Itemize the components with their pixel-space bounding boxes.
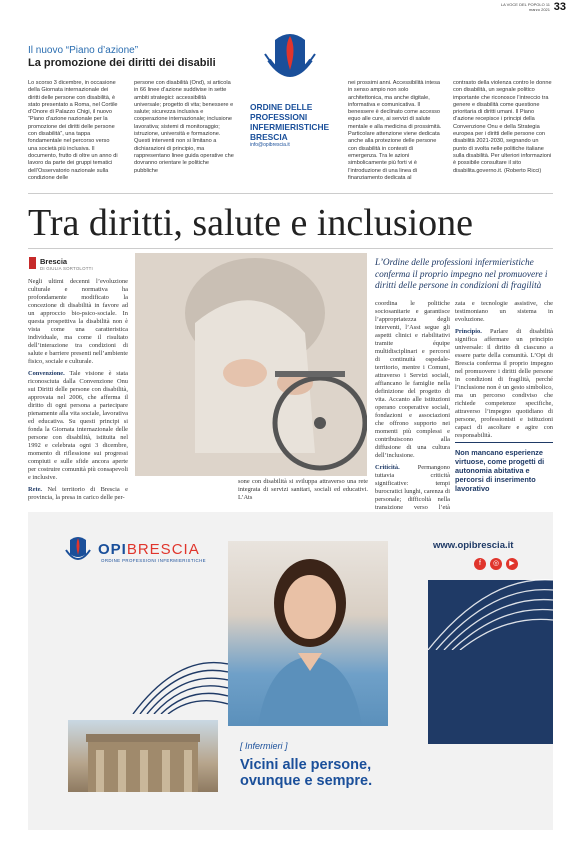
wheelchair-illustration [135, 253, 367, 476]
ad-brand [98, 541, 200, 558]
instagram-icon[interactable]: ◎ [490, 558, 502, 570]
article-byline: DI GIULIA SORTOLOTTI [40, 266, 93, 271]
article-callout: Non mancano esperienze virtuose, come progetti di autonomia abitativa e percorsi di inserimento lavorativo [455, 448, 545, 493]
opi-logo-icon [255, 30, 325, 90]
ad-nurse-photo [228, 541, 388, 726]
ad-tagline-line1: Vicini alle persone, [240, 757, 372, 773]
paragraph: Tale visione è stata riconosciuta dalla Convenzione Onu sui Diritti delle persone con disabilità, approvata nel 2006, che afferma il diritto di ogni persona a partecipare pienamente alla vita sociale, lavorativa ed educativa. Su questi principi si fonda la Giornata internazionale delle persone con disabilità, istituita nel 1992 e celebrata ogni 3 dicembre, momento di riflessione sui progressi compiuti e sulle sfide ancora aperte per costruire comunità più consapevoli e inclusive. [28, 370, 128, 481]
intro-column-1: Lo scorso 3 dicembre, in occasione della Giornata internazionale dei diritti delle persone con disabilità, è stato presentato a Roma, nel Cortile d’Onore di Palazzo Chigi, il nuovo “Piano d’azione nazionale per la promozione dei diritti delle persone con disabilità”, una tappa fondamentale nel percorso verso una società più inclusiva. Il documento, frutto di oltre un anno di lavoro da parte dei gruppi tematici dell’Osservatorio nazionale sulla condizione delle [28, 80, 118, 181]
paragraph: Negli ultimi decenni l’evoluzione culturale e normativa ha profondamente modificato la concezione di disabilità in favore ad un approccio bio-psico-sociale. In questa prospettiva la disabilità non è vista come una caratteristica individuale, ma come il risultato dell’interazione tra condizioni di salute e barriere presenti nell’ambiente fisico, sociale e culturale. [28, 278, 128, 365]
ruins-illustration [68, 720, 218, 792]
paragraph: Permangono tuttavia criticità significative: tempi burocratici lunghi, carenza di personale; difficoltà nella transizione verso l’età [375, 464, 450, 511]
decorative-arcs-right [428, 575, 553, 650]
page-number: 33 [553, 1, 566, 13]
org-name: ORDINE DELLE PROFESSIONI INFERMIERISTICHE BRESCIA [250, 102, 330, 142]
divider [28, 248, 553, 249]
paragraph: coordina le politiche sociosanitarie e garantisce l’appropriatezza degli interventi, l’Asst segue gli aspetti clinici e riabilitativi tramite équipe multidisciplinari e percorsi di continuità ospedale-territorio, mentre i Comuni, attraverso i Servizi sociali, affiancano le famiglie nella definizione del progetto di vita. Accanto alle istituzioni operano cooperative sociali, fondazioni e associazioni che offrono supporto nei momenti più complessi e contribuiscono alla diffusione di una cultura dell’inclusione. [375, 300, 450, 459]
paragraph-lead: Convenzione. [28, 370, 65, 377]
ad-tag-small: [ Infermieri ] [240, 741, 288, 751]
ad-tagline [240, 757, 372, 789]
ad-tagline-line2: ovunque e sempre. [240, 773, 373, 789]
divider [455, 442, 553, 443]
facebook-icon[interactable]: f [474, 558, 486, 570]
paragraph: Parlare di disabilità significa affermare un principio universale: il diritto di ciascuno a essere parte della comunità. L’Opi di Brescia conferma il proprio impegno nel promuovere i diritti delle persone in condizioni di fragilità, perché l’inclusione non è un gesto simbolico, ma un percorso condiviso che richiede competenze specifiche, attraverso l’impegno quotidiano di persone, professionisti e istituzioni capaci di ascoltare e agire con responsabilità. [455, 328, 553, 439]
article-photo-wheelchair [135, 253, 367, 476]
ad-brand-subtitle: ORDINE PROFESSIONI INFERMIERISTICHE [101, 558, 206, 563]
decorative-arcs [128, 654, 228, 714]
nurse-illustration [228, 541, 388, 726]
intro-kicker: Il nuovo “Piano d’azione” [28, 45, 139, 56]
intro-column-3: nei prossimi anni. Accessibilità intesa in senso ampio non solo architettonica, ma anche digitale, informativa e comunicativa. Il benessere è declinato come accesso equo alle cure, ai servizi di salute mentale e alla medicina di prossimità. Particolare attenzione viene dedicata anche alla protezione delle persone con disabilità in contesti di emergenza. Tra le azioni simbolicamente più forti vi è l’introduzione di una linea di finanziamento dedicata al [348, 80, 442, 181]
org-email[interactable]: info@opibrescia.it [250, 142, 290, 148]
divider [28, 193, 553, 194]
intro-column-4: contrasto della violenza contro le donne con disabilità, un segnale politico importante che riconosce l’intreccio tra genere e disabilità come questione prioritaria di diritti umani. Il Piano d’azione recepisce i principi della Convenzione Onu e della Strategia europea per i diritti delle persone con disabilità 2021-2030, segnando un punto di svolta nelle politiche italiane sulla disabilità. Per ulteriori informazioni è possibile consultare il sito disabilita.governo.it. (Roberto Ricci) [453, 80, 552, 174]
intro-column-2: persone con disabilità (Ond), si articola in 66 linee d’azione suddivise in sette ambiti strategici: accessibilità universale; progetto di vita; benessere e salute; sicurezza inclusiva e cooperazione internazionale; inclusione lavorativa; sistemi di monitoraggio; istruzione, università e formazione. Questi interventi non si limitano a dichiarazioni di principio, ma rappresentano linee guida operative che dovranno orientare le politiche pubbliche [134, 80, 234, 174]
article-headline: Tra diritti, salute e inclusione [28, 202, 474, 244]
paragraph-lead: Principio. [455, 328, 482, 335]
article-column-c [455, 300, 553, 440]
intro-subhead: La promozione dei diritti dei disabili [28, 57, 216, 69]
newspaper-source: LA VOCE DEL POPOLO 11 marzo 2021 [500, 2, 550, 12]
ad-brand-city: BRESCIA [126, 541, 200, 558]
photo-caption-continuation: sone con disabilità si sviluppa attraverso una rete integrata di servizi sanitari, sociali ed educativi. L’Ats [238, 478, 368, 501]
ad-brand-opi: OPI [98, 541, 127, 558]
ad-blue-panel-lower [428, 687, 553, 744]
article-column-a [28, 278, 128, 502]
opi-ad-logo-icon [62, 536, 94, 564]
paragraph: zata e tecnologie assistive, che testimoniano un sistema in evoluzione. [455, 300, 553, 323]
article-pull-quote: L’Ordine delle professioni infermieristiche conferma il proprio impegno nel promuovere i diritti delle persone in condizioni di fragilità [375, 258, 548, 292]
ad-city-photo [68, 720, 218, 792]
article-location: Brescia [40, 257, 68, 266]
paragraph-lead: Rete. [28, 486, 43, 493]
youtube-icon[interactable]: ▶ [506, 558, 518, 570]
paragraph: Nel territorio di Brescia e provincia, la presa in carico delle per- [28, 486, 128, 501]
ad-website-link[interactable]: www.opibrescia.it [433, 540, 514, 551]
paragraph-lead: Criticità. [375, 464, 400, 471]
location-marker [29, 257, 36, 269]
